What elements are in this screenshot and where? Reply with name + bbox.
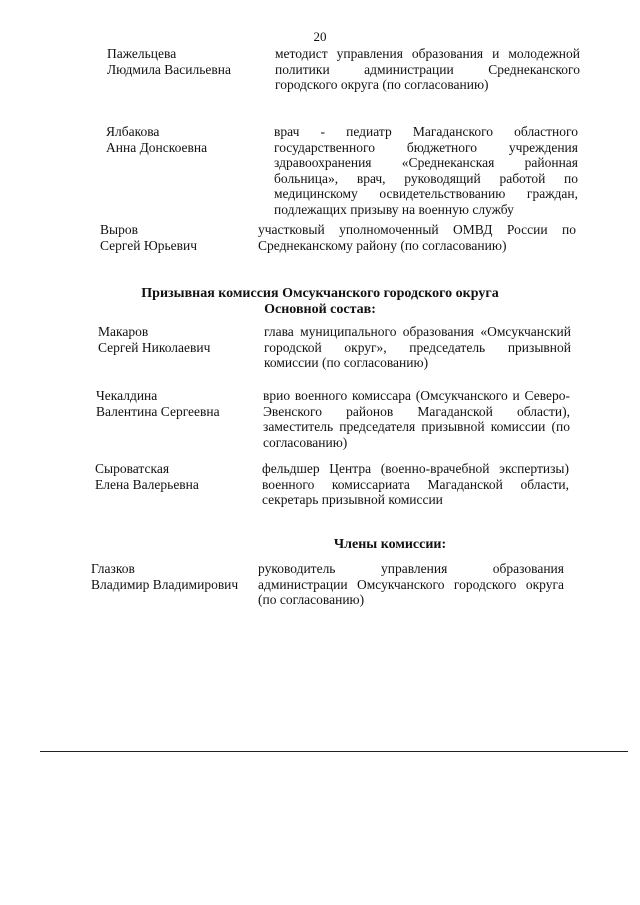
given-names: Валентина Сергеевна (96, 403, 220, 419)
given-names: Людмила Васильевна (107, 61, 231, 77)
given-names: Анна Донскоевна (106, 139, 208, 155)
surname: Глазков (91, 561, 135, 576)
surname: Чекалдина (96, 388, 158, 403)
surname: Сыроватская (95, 461, 170, 476)
person-name (95, 461, 199, 492)
person-name (100, 222, 197, 253)
page-number: 20 (313, 29, 327, 44)
person-role: врач - педиатр Магаданского областного государственного бюджетного учреждения здравоохранения «Среднеканская районная больница», врач, руководящий работой по медицинскому освидетельствованию граждан, подлежащих призыву на военную службу (274, 124, 578, 217)
person-name (106, 124, 207, 155)
footer-divider (40, 751, 628, 752)
surname: Макаров (98, 324, 149, 339)
commission-title: Призывная комиссия Омсукчанского городского округа (141, 286, 499, 301)
surname: Выров (100, 222, 138, 237)
person-name (98, 324, 210, 355)
person-role: руководитель управления образования администрации Омсукчанского городского округа (по согласованию) (258, 561, 564, 607)
given-names: Сергей Юрьевич (100, 237, 198, 253)
members-heading: Члены комиссии: (333, 537, 447, 552)
person-name (91, 561, 238, 592)
person-role: глава муниципального образования «Омсукчанский городской округ», председатель призывной комиссии (по согласованию) (264, 324, 571, 370)
given-names: Сергей Николаевич (98, 339, 211, 355)
person-role: фельдшер Центра (военно-врачебной экспертизы) военного комиссариата Магаданской области, секретарь призывной комиссии (262, 461, 569, 507)
person-name (107, 46, 231, 77)
person-role: методист управления образования и молодежной политики администрации Среднеканского городского округа (по согласованию) (275, 46, 580, 92)
person-name (96, 388, 220, 419)
surname: Ялбакова (106, 124, 160, 139)
person-role: врио военного комиссара (Омсукчанского и Северо-Эвенского районов Магаданской области), заместитель председателя призывной комиссии (по согласованию) (263, 388, 570, 450)
main-composition-heading: Основной состав: (264, 302, 376, 317)
given-names: Елена Валерьевна (95, 476, 199, 492)
given-names: Владимир Владимирович (91, 576, 239, 592)
person-role: участковый уполномоченный ОМВД России по Среднеканскому району (по согласованию) (258, 222, 576, 253)
surname: Пажельцева (107, 46, 177, 61)
